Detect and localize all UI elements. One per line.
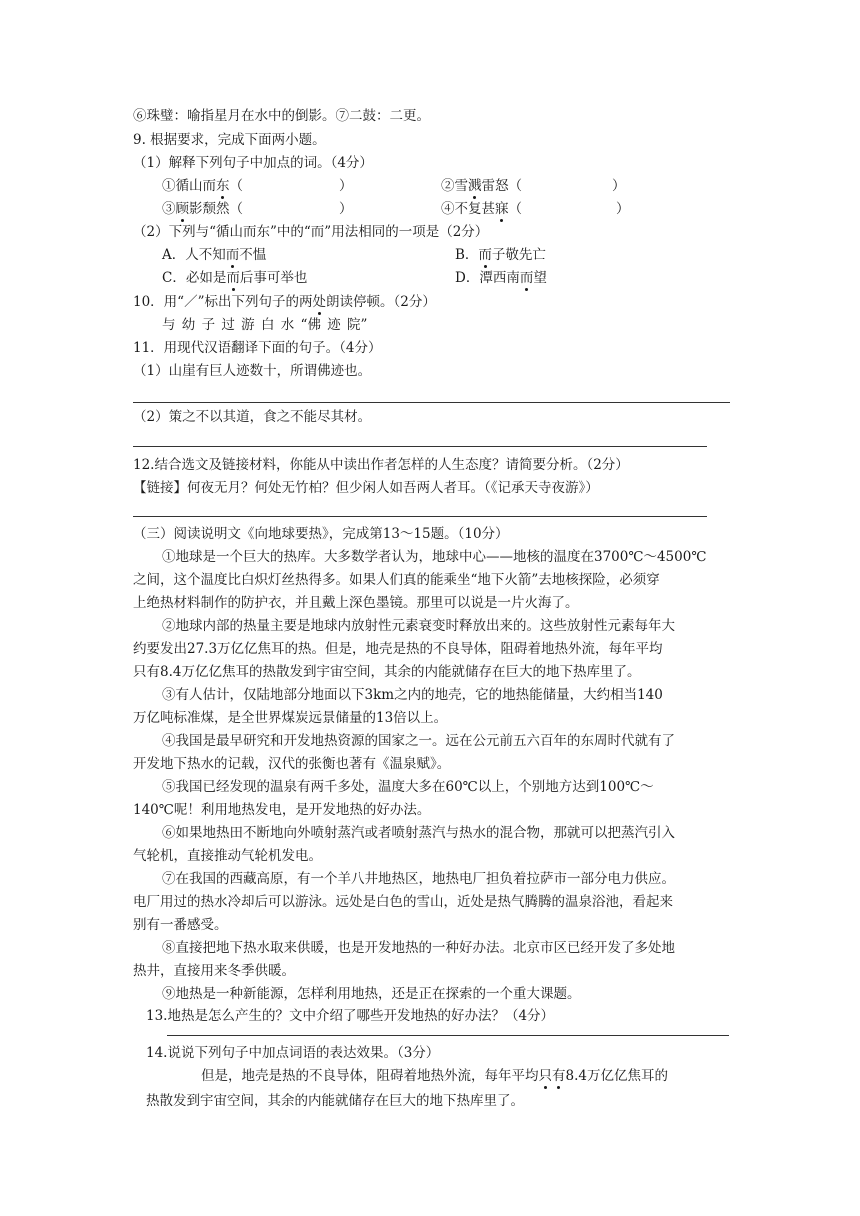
dotted-char: 有 [552, 1068, 566, 1084]
option-a [162, 245, 266, 265]
q9-item-b [441, 176, 626, 196]
text: 10．用“／”标出下列句子的两 [133, 294, 313, 310]
q12-title: 12.结合选文及链接材料，你能从中读出作者怎样的人生态度？请简要分析。（2分） [133, 457, 629, 473]
paragraph-5-line: 140℃呢！利用地热发电，是开发地热的好办法。 [133, 802, 431, 818]
dotted-char: 顾 [175, 201, 189, 217]
text: 但是，地壳是热的不良导体，阻碍着地热外流，每年平均 [201, 1068, 539, 1084]
dotted-char: 只 [538, 1068, 552, 1084]
q10-title [133, 292, 436, 312]
paragraph-9-line: ⑨地热是一种新能源，怎样利用地热，还是正在探索的一个重大课题。 [162, 986, 581, 1002]
dotted-char: 处 [312, 294, 326, 310]
text: ④不复甚 [441, 201, 495, 217]
dotted-char: 而 [478, 247, 492, 263]
q12-link: 【链接】何夜无月？何处无竹柏？但少闲人如吾两人者耳。（《记承天寺夜游》） [133, 480, 599, 496]
q9-item-a [162, 176, 353, 196]
paragraph-1-line: 上绝热材料制作的防护衣，并且戴上深色墨镜。那里可以说是一片火海了。 [133, 595, 579, 611]
q13-title: 13.地热是怎么产生的？文中介绍了哪些开发地热的好办法？（4分） [146, 1008, 555, 1024]
paragraph-2-line: 约要发出27.3万亿亿焦耳的热。但是，地壳是热的不良导体，阻碍着地热外流，每年平均 [133, 641, 663, 657]
section-heading: （三）阅读说明文《向地球要热》，完成第13～15题。（10分） [133, 526, 509, 542]
paren: （ [508, 201, 522, 217]
q11-title: 11．用现代汉语翻译下面的句子。（4分） [133, 340, 382, 356]
answer-line[interactable] [133, 402, 730, 403]
paragraph-4-line: ④我国是最早研究和开发地热资源的国家之一。远在公元前五六百年的东周时代就有了 [162, 733, 675, 749]
text: ①循山而 [162, 178, 216, 194]
dotted-char: 寐 [495, 201, 509, 217]
paren: ） [339, 178, 353, 194]
option-d [455, 268, 547, 288]
text: 望 [533, 270, 547, 286]
paren: ） [339, 201, 353, 217]
text: ②雪 [441, 178, 468, 194]
paragraph-2-line: 只有8.4万亿亿焦耳的热散发到宇宙空间，其余的内能就储存在巨大的地下热库里了。 [133, 664, 641, 680]
q9-sub2: （2）下列与“循山而东”中的“而”用法相同的一项是（2分） [133, 224, 489, 240]
paragraph-1-line: ①地球是一个巨大的热库。大多数学者认为，地球中心——地核的温度在3700℃～4500℃ [162, 549, 707, 565]
paren: （ [229, 178, 243, 194]
option-c [162, 268, 307, 288]
q14-quote-line [201, 1066, 668, 1086]
text: ③ [162, 201, 176, 217]
answer-line[interactable] [167, 1035, 729, 1036]
paragraph-7-line: 电厂用过的热水冷却后可以游泳。远处是白色的雪山，近处是热气腾腾的温泉浴池，看起来 [133, 894, 673, 910]
answer-line[interactable] [133, 446, 707, 447]
q11-sentence-2: （2）策之不以其道，食之不能尽其材。 [133, 409, 372, 425]
text: 朗读停顿。（2分） [325, 294, 436, 310]
paren: ） [616, 201, 630, 217]
text: C．必如是 [162, 270, 227, 286]
q14-quote-line: 热散发到宇宙空间，其余的内能就储存在巨大的地下热库里了。 [146, 1093, 524, 1109]
option-b [455, 245, 546, 265]
text: B． [455, 247, 479, 263]
q9-sub1: （1）解释下列句子中加点的词。（4分） [133, 155, 373, 171]
paragraph-8-line: ⑧直接把地下热水取来供暖，也是开发地热的一种好办法。北京市区已经开发了多处地 [162, 940, 675, 956]
paragraph-1-line: 之间，这个温度比白炽灯丝热得多。如果人们真的能乘坐“地下火箭”去地核探险，必须穿 [133, 572, 660, 588]
q9-item-d [441, 199, 630, 219]
dotted-char: 而 [225, 247, 240, 263]
paragraph-5-line: ⑤我国已经发现的温泉有两千多处，温度大多在60℃以上，个别地方达到100℃～ [162, 779, 654, 795]
dotted-char: 东 [216, 178, 230, 194]
paragraph-8-line: 热井，直接用来冬季供暖。 [133, 963, 295, 979]
paragraph-4-line: 开发地下热水的记载，汉代的张衡也著有《温泉赋》。 [133, 756, 451, 772]
footnote-line: ⑥珠璧：喻指星月在水中的倒影。⑦二鼓：二更。 [133, 108, 430, 124]
paragraph-2-line: ②地球内部的热量主要是地球内放射性元素衰变时释放出来的。这些放射性元素每年大 [162, 618, 675, 634]
paren: （ [229, 201, 243, 217]
dotted-char: 而 [226, 270, 240, 286]
q11-sentence-1: （1）山崖有巨人迹数十，所谓佛迹也。 [133, 363, 372, 379]
paragraph-6-line: ⑥如果地热田不断地向外喷射蒸汽或者喷射蒸汽与热水的混合物，那就可以把蒸汽引入 [162, 825, 675, 841]
q9-item-c [162, 199, 353, 219]
dotted-char: 而 [519, 270, 534, 286]
text: A．人不知 [162, 247, 226, 263]
paragraph-7-line: ⑦在我国的西藏高原，有一个羊八井地热区，地热电厂担负着拉萨市一部分电力供应。 [162, 871, 675, 887]
text: D．潭西南 [455, 270, 520, 286]
dotted-char: 溅 [468, 178, 482, 194]
text: 雷怒 [481, 178, 509, 194]
paragraph-3-line: 万亿吨标准煤，是全世界煤炭远景储量的13倍以上。 [133, 710, 448, 726]
text: 影颓然 [189, 201, 230, 217]
text: 子敬先亡 [491, 247, 546, 263]
text: 8.4万亿亿焦耳的 [565, 1068, 668, 1084]
paren: （ [508, 178, 522, 194]
q14-title: 14.说说下列句子中加点词语的表达效果。（3分） [146, 1045, 440, 1061]
paragraph-6-line: 气轮机，直接推动气轮机发电。 [133, 848, 322, 864]
text: 后事可举也 [239, 270, 308, 286]
answer-line[interactable] [133, 516, 707, 517]
q10-sentence[interactable]: 与 幼 子 过 游 白 水 “佛 迹 院” [162, 317, 368, 333]
text: 不愠 [239, 247, 267, 263]
paren: ） [612, 178, 626, 194]
paragraph-3-line: ③有人估计，仅陆地部分地面以下3km之内的地壳，它的地热能储量，大约相当140 [162, 687, 663, 703]
paragraph-7-line: 别有一番感受。 [133, 917, 228, 933]
q9-title: 9. 根据要求，完成下面两小题。 [133, 132, 326, 148]
